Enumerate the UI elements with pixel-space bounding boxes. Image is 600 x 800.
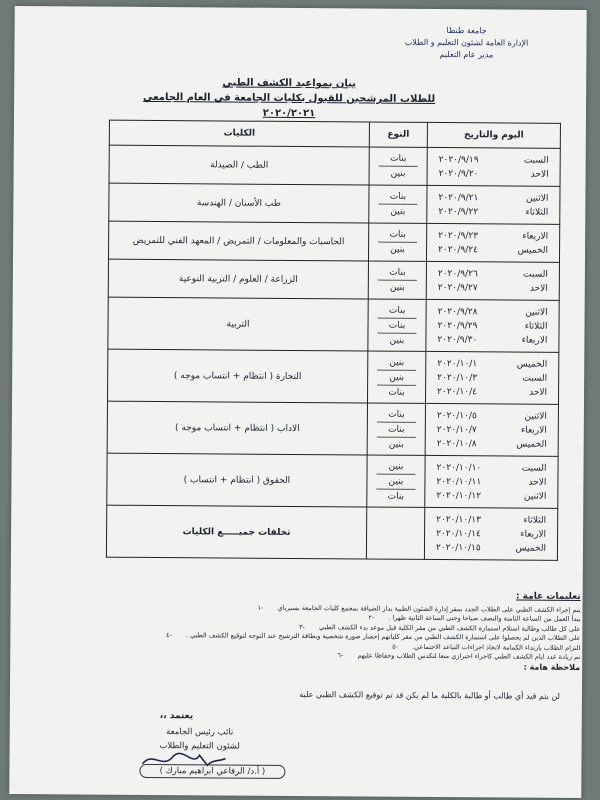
final-note: لن يتم قيد أي طالب أو طالبة بالكلية ما لم يكن قد تم توقيع الكشف الطبي عليه (299, 690, 560, 701)
schedule-row (109, 145, 560, 186)
schedule-row (108, 221, 559, 262)
day-date: ٢٠٢٠/٩/١٩ (438, 154, 479, 165)
day-entry (427, 356, 557, 371)
day-entry (426, 460, 556, 475)
gender-type: بنات (387, 491, 405, 502)
day-date: ٢٠٢٠/١٠/١٤ (436, 528, 481, 539)
gender-type: بنين (390, 206, 406, 217)
type-cell (369, 185, 427, 223)
title-line-2: للطلاب المرشحين للقبول بكليات الجامعة في العام الجامعي ٢٠٢٠/٢٠٢١ (143, 91, 436, 120)
approval-text: يعتمد ،، (159, 711, 194, 722)
instruction-text: تم زيادة عدد ايام الكشف الطبي كاجراء احترازي منعا لتكدس الطلاب وحفاظا عليهم (357, 651, 581, 661)
day-name: الخميس (516, 439, 547, 450)
instruction-text: يتم إجراء الكشف الطبي على الطلاب الجدد بمقر إدارة الشئون الطبية بدار الضيافة بمجمع كليات الجامعة بسبرباي (277, 603, 581, 614)
day-date: ٢٠٢٠/١٠/٤ (437, 386, 478, 397)
title-line-1: بيان بمواعيد الكشف الطبي (222, 77, 357, 90)
type-cell (368, 261, 426, 299)
type-cell (369, 147, 427, 185)
schedule-table (106, 120, 561, 561)
gender-type: بنات (378, 228, 417, 243)
header-college: الكليات (109, 120, 369, 147)
day-entry (427, 408, 557, 423)
day-name: الاحد (528, 477, 547, 488)
day-entry (427, 436, 557, 451)
day-entry (426, 488, 556, 503)
day-name: الاثنين (525, 193, 549, 204)
gender-type: بنات (377, 407, 416, 422)
college-cell: الحقوق ( انتظام + انتساب ) (107, 453, 367, 507)
gender-type: بنين (389, 282, 405, 293)
day-name: الاربعاء (522, 231, 549, 242)
day-entry (427, 318, 557, 333)
day-cell (425, 403, 558, 456)
gender-type: بنين (377, 370, 416, 385)
signer-title-1: نائب رئيس الجامعة (166, 727, 234, 738)
day-date: ٢٠٢٠/١٠/٣ (437, 372, 478, 383)
instruction-number: ٦- (337, 651, 344, 660)
gender-type: بنين (376, 459, 415, 474)
instruction-number: ٢- (368, 613, 375, 622)
day-name: السبت (523, 155, 549, 166)
day-entry (428, 228, 558, 243)
college-cell: الاداب ( انتظام + انتساب موجه ) (107, 401, 367, 455)
day-date: ٢٠٢٠/٩/٢٩ (437, 320, 478, 331)
day-date: ٢٠٢٠/٩/٣٠ (437, 334, 478, 345)
day-name: الخميس (515, 543, 547, 554)
gender-type: بنات (378, 303, 417, 318)
college-cell: التجارة ( انتظام + انتساب موجه ) (108, 349, 368, 403)
type-cell (368, 223, 426, 261)
day-entry (428, 266, 558, 281)
instruction-number: ٣- (299, 622, 306, 631)
gender-type: بنين (388, 439, 404, 450)
day-cell (426, 299, 559, 352)
day-name: السبت (523, 269, 548, 280)
day-entry (429, 152, 559, 167)
day-entry (429, 166, 559, 181)
day-date: ٢٠٢٠/٩/٢٧ (437, 282, 478, 293)
day-date: ٢٠٢٠/١٠/١٣ (436, 514, 481, 525)
day-date: ٢٠٢٠/٩/٢٨ (437, 306, 478, 317)
day-name: السبت (521, 463, 547, 474)
schedule-row (109, 183, 560, 224)
day-name: الاحد (530, 169, 549, 180)
day-date: ٢٠٢٠/١٠/٨ (436, 438, 477, 449)
day-name: الخميس (517, 245, 549, 256)
day-name: الاحد (529, 387, 548, 398)
department-name: الإدارة العامة لشئون التعليم و الطلاب (404, 37, 529, 48)
day-entry (428, 204, 558, 219)
day-entry (427, 370, 557, 385)
gender-type: بنين (376, 474, 415, 489)
day-name: الثلاثاء (523, 515, 547, 526)
header-day: اليوم والتاريخ (427, 122, 560, 148)
schedule-row (108, 259, 559, 300)
signer-name: ( أ.د/ الرفاعي ابراهيم مبارك ) (139, 764, 285, 779)
gender-type: بنات (378, 190, 417, 205)
day-date: ٢٠٢٠/٩/٢٦ (437, 268, 478, 279)
day-date: ٢٠٢٠/٩/٢٤ (438, 244, 479, 255)
gender-type: بنين (389, 335, 405, 346)
day-cell (425, 455, 558, 508)
day-cell (424, 507, 557, 560)
day-entry (427, 422, 557, 437)
day-name: الاثنين (523, 491, 547, 502)
gender-type: بنات (377, 318, 416, 333)
day-name: الثلاثاء (524, 321, 548, 332)
instruction-text: على الطلاب الذين لم يحصلوا على استمارة الكشف الطبي من مقر كلياتهم إحضار صورة شخصية وبطاقة الترشيح عند التوجه لتوقيع الكشف الطبي . (185, 631, 581, 642)
day-cell (425, 351, 558, 404)
day-entry (428, 190, 558, 205)
day-entry (426, 526, 556, 541)
day-entry (428, 304, 558, 319)
day-cell (426, 261, 559, 300)
day-date: ٢٠٢٠/٩/٢٣ (438, 230, 479, 241)
day-entry (427, 384, 557, 399)
day-date: ٢٠٢٠/١٠/١٢ (436, 490, 482, 501)
college-cell: التربية (108, 297, 368, 351)
day-date: ٢٠٢٠/٩/٢٠ (438, 168, 479, 179)
gender-type: بنات (388, 387, 405, 398)
college-cell: الزراعة / العلوم / التربية النوعية (108, 259, 368, 299)
college-cell: الحاسبات والمعلومات / التمريض / المعهد الفني للتمريض (108, 221, 368, 261)
day-entry (428, 242, 558, 257)
day-name: الخميس (516, 359, 548, 370)
instruction-number: ١- (257, 603, 264, 612)
instructions-heading: تعليمات عامة : (515, 591, 581, 602)
schedule-row (108, 349, 559, 404)
day-date: ٢٠٢٠/١٠/١١ (436, 476, 482, 487)
day-name: السبت (522, 373, 548, 384)
day-date: ٢٠٢٠/١٠/١٥ (435, 542, 481, 553)
document-title (124, 75, 454, 122)
day-name: الاربعاء (520, 529, 547, 540)
director-title: مدير عام التعليم (439, 49, 494, 60)
institution-header (366, 24, 566, 61)
day-name: الاثنين (524, 411, 547, 422)
day-cell (426, 223, 559, 262)
day-name: الاربعاء (521, 335, 548, 346)
day-name: الاثنين (525, 307, 548, 318)
college-cell: تخلفات جميـــــع الكليات (106, 505, 366, 559)
signer-title-2: لشئون التعليم والطلاب (159, 741, 240, 752)
instruction-number: ٥- (392, 642, 398, 651)
gender-type: بنين (390, 244, 405, 255)
day-entry (426, 512, 556, 527)
day-name: الثلاثاء (525, 207, 549, 218)
day-entry (426, 540, 556, 555)
day-entry (426, 474, 556, 489)
day-date: ٢٠٢٠/١٠/٥ (436, 410, 477, 421)
instruction-text: التزام الطلاب بارتداء الكمامة لاتخاذ اجراءات التباعد الاجتماعي. (412, 642, 581, 652)
instruction-number: ٤- (165, 631, 172, 640)
gender-type: بنين (390, 168, 406, 179)
header-type: النوع (369, 122, 427, 147)
gender-type: بنين (377, 355, 416, 370)
general-instructions (40, 589, 581, 672)
day-cell (427, 147, 560, 186)
day-date: ٢٠٢٠/١٠/١ (437, 358, 478, 369)
day-name: الاربعاء (520, 425, 547, 436)
gender-type: بنات (379, 152, 418, 167)
instruction-text: على كل طالب وطالبة استلام استمارة الكشف الطبي من مقر الكلية قبل موعد بدء الكشف الطبي (319, 622, 581, 633)
document-page (9, 6, 586, 798)
gender-type: بنات (378, 266, 417, 281)
day-date: ٢٠٢٠/٩/٢٢ (438, 206, 479, 217)
college-cell: طب الأسنان / الهندسة (109, 183, 369, 223)
schedule-row (108, 297, 559, 352)
type-cell (366, 507, 424, 559)
type-cell (368, 299, 426, 351)
day-cell (427, 185, 560, 224)
type-cell (367, 403, 425, 455)
day-entry (427, 332, 557, 347)
instruction-text: يبدأ العمل من الساعة الثامنة والنصف صباحا وحتى الساعة الثانية ظهرا . (388, 613, 581, 623)
day-entry (428, 280, 558, 295)
schedule-row (107, 401, 558, 456)
day-name: الاحد (529, 283, 548, 294)
type-cell (367, 455, 425, 507)
schedule-row (107, 453, 558, 508)
type-cell (367, 351, 425, 403)
college-cell: الطب / الصيدلة (109, 145, 369, 185)
schedule-row (106, 505, 557, 560)
important-note-heading: ملاحظة هامة : (523, 662, 581, 672)
day-date: ٢٠٢٠/١٠/١٠ (436, 462, 482, 473)
day-date: ٢٠٢٠/٩/٢١ (438, 192, 479, 203)
gender-type: بنات (377, 422, 416, 437)
day-date: ٢٠٢٠/١٠/٧ (436, 424, 477, 435)
university-name: جامعة طنطا (446, 26, 487, 36)
